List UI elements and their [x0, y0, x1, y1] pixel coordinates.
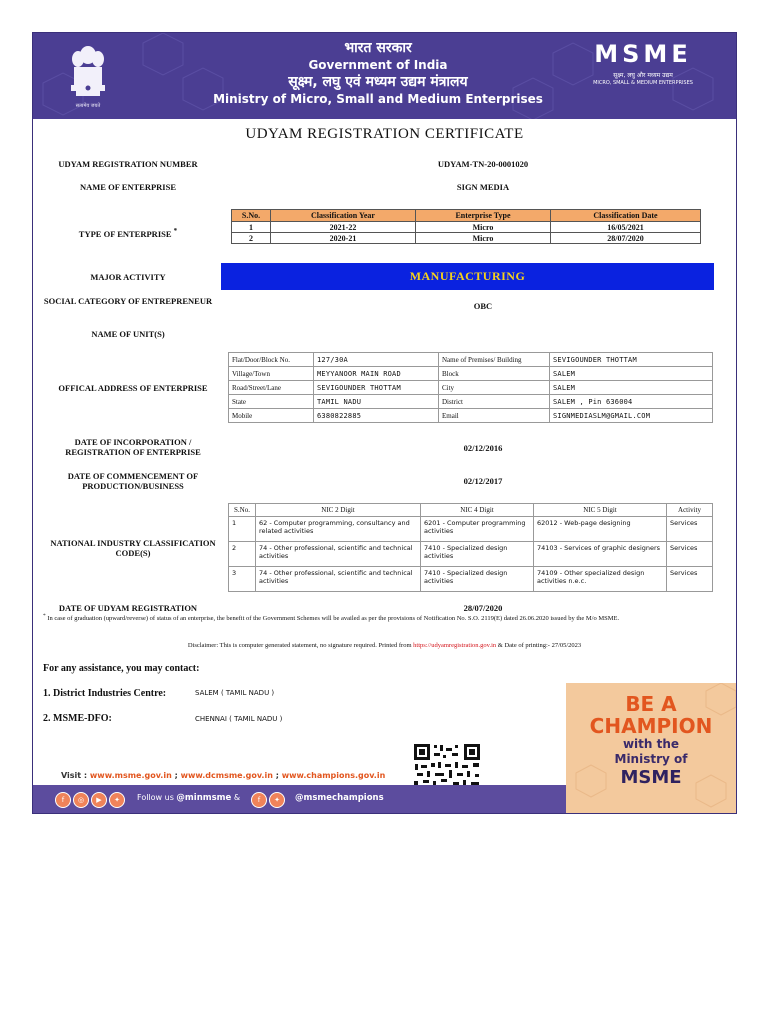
nic-table	[228, 503, 713, 592]
incorporation-label: DATE OF INCORPORATION / REGISTRATION OF ENTERPRISE	[65, 437, 201, 457]
nic-header: Activity	[667, 504, 713, 517]
facebook-icon[interactable]: f	[251, 792, 267, 808]
commencement-label: DATE OF COMMENCEMENT OF PRODUCTION/BUSINESS	[67, 471, 199, 491]
table-cell: Micro	[416, 222, 551, 233]
table-cell: SALEM	[550, 381, 713, 395]
table-row	[229, 367, 713, 381]
social-footer	[33, 785, 566, 813]
champions-site-link[interactable]: www.champions.gov.in	[281, 771, 386, 780]
certificate-page	[32, 32, 737, 814]
social-category-value: OBC	[473, 301, 493, 311]
table-cell: 2	[232, 233, 271, 244]
govt-english: Government of India	[308, 58, 448, 72]
table-cell: Name of Premises/ Building	[439, 353, 550, 367]
msme-site-link[interactable]: www.msme.gov.in	[89, 771, 172, 780]
table-row	[232, 222, 701, 233]
table-cell: Flat/Door/Block No.	[229, 353, 314, 367]
commencement-value: 02/12/2017	[463, 476, 503, 486]
table-cell: Email	[439, 409, 550, 423]
champion-line1: BE A	[625, 692, 677, 716]
champion-promo	[566, 683, 736, 813]
msme-logo	[591, 41, 695, 67]
table-cell: 28/07/2020	[551, 233, 701, 244]
twitter-icon[interactable]: ✦	[269, 792, 285, 808]
table-cell: Micro	[416, 233, 551, 244]
major-activity-banner: MANUFACTURING	[221, 263, 714, 290]
govt-hindi: भारत सरकार	[344, 40, 412, 56]
table-cell: Services	[667, 542, 713, 567]
champion-line2: CHAMPION	[589, 714, 713, 738]
table-cell: City	[439, 381, 550, 395]
udyam-date-value: 28/07/2020	[463, 603, 503, 613]
table-cell: 3	[229, 567, 256, 592]
table-cell: TAMIL NADU	[314, 395, 439, 409]
table-cell: 74109 - Other specialized design activities n.e.c.	[534, 567, 667, 592]
visit-separator: ;	[174, 771, 178, 780]
type-label-text: TYPE OF ENTERPRISE	[78, 228, 172, 239]
emblem-caption: सत्यमेव जयते	[75, 103, 101, 109]
incorporation-value: 02/12/2016	[463, 443, 503, 453]
classification-header: Enterprise Type	[416, 210, 551, 222]
nic-label: NATIONAL INDUSTRY CLASSIFICATION CODE(S)	[50, 538, 216, 558]
table-cell: State	[229, 395, 314, 409]
visit-links	[61, 771, 385, 780]
table-cell: SIGNMEDIASLM@GMAIL.COM	[550, 409, 713, 423]
champion-line5: MSME	[620, 767, 682, 788]
ministry-hindi: सूक्ष्म, लघु एवं मध्यम उद्यम मंत्रालय	[288, 74, 468, 90]
follow-text	[137, 793, 240, 803]
nic-header: NIC 4 Digit	[421, 504, 534, 517]
dfo-label: 2. MSME-DFO:	[43, 713, 112, 724]
champion-line4: Ministry of	[614, 752, 688, 766]
header-titles	[183, 39, 573, 107]
table-row	[229, 381, 713, 395]
table-cell: 62 - Computer programming, consultancy and related activities	[256, 517, 421, 542]
table-row	[229, 517, 713, 542]
table-cell: 6201 - Computer programming activities	[421, 517, 534, 542]
table-row	[229, 567, 713, 592]
table-cell: 7410 - Specialized design activities	[421, 567, 534, 592]
handle-minmsme[interactable]: @minmsme	[176, 793, 232, 803]
ministry-english: Ministry of Micro, Small and Medium Enterprises	[213, 92, 543, 106]
msme-logo-text: MSME	[594, 40, 692, 68]
table-cell: 2021-22	[271, 222, 416, 233]
table-row	[229, 395, 713, 409]
assistance-heading: For any assistance, you may contact:	[43, 663, 200, 674]
national-emblem-icon	[67, 43, 109, 105]
reg-number-value: UDYAM-TN-20-0001020	[437, 159, 529, 169]
table-cell: District	[439, 395, 550, 409]
dfo-value: CHENNAI ( TAMIL NADU )	[195, 715, 283, 723]
unit-name-label: NAME OF UNIT(S)	[91, 329, 165, 339]
table-cell: 6380822885	[314, 409, 439, 423]
follow-prefix: Follow us	[137, 793, 174, 802]
classification-table	[231, 209, 701, 244]
handle-msmechampions[interactable]: @msmechampions	[295, 793, 384, 803]
table-row	[229, 409, 713, 423]
type-label	[43, 226, 213, 239]
table-cell: 7410 - Specialized design activities	[421, 542, 534, 567]
table-cell: 74 - Other professional, scientific and technical activities	[256, 542, 421, 567]
msme-logo-subtitle: MICRO, SMALL & MEDIUM ENTERPRISES	[593, 80, 693, 86]
classification-header: Classification Year	[271, 210, 416, 222]
nic-header: NIC 5 Digit	[534, 504, 667, 517]
reg-number-label: UDYAM REGISTRATION NUMBER	[58, 159, 198, 169]
disclaimer	[33, 642, 736, 649]
table-cell: 74 - Other professional, scientific and technical activities	[256, 567, 421, 592]
table-cell: Mobile	[229, 409, 314, 423]
table-cell: 16/05/2021	[551, 222, 701, 233]
table-cell: 62012 - Web-page designing	[534, 517, 667, 542]
note-text: In case of graduation (upward/reverse) of status of an enterprise, the benefit of the Government Schemes will be availed as per the provisions of Notification No. S.O. 2119(E) dated 26.06.2020 issued by the M/o MSME.	[47, 615, 620, 623]
instagram-icon[interactable]: ◎	[73, 792, 89, 808]
udyam-date-label: DATE OF UDYAM REGISTRATION	[58, 603, 198, 613]
msme-logo-hindi: सूक्ष्म, लघु और मध्यम उद्यम	[613, 72, 673, 79]
table-cell: Block	[439, 367, 550, 381]
champion-text	[566, 693, 736, 789]
twitter-icon[interactable]: ✦	[109, 792, 125, 808]
table-cell: Village/Town	[229, 367, 314, 381]
address-label: OFFICAL ADDRESS OF ENTERPRISE	[58, 383, 208, 393]
table-row	[229, 542, 713, 567]
visit-prefix: Visit :	[61, 771, 88, 780]
table-cell: 2	[229, 542, 256, 567]
table-cell: 2020-21	[271, 233, 416, 244]
table-cell: SEVIGOUNDER THOTTAM	[550, 353, 713, 367]
table-cell: SALEM , Pin 636004	[550, 395, 713, 409]
enterprise-name-label: NAME OF ENTERPRISE	[79, 182, 177, 192]
table-cell: Road/Street/Lane	[229, 381, 314, 395]
dcmsme-site-link[interactable]: www.dcmsme.gov.in	[180, 771, 273, 780]
table-cell: Services	[667, 517, 713, 542]
graduation-note	[43, 612, 723, 623]
nic-header: S.No.	[229, 504, 256, 517]
social-icons-group-2	[251, 791, 287, 809]
major-activity-label: MAJOR ACTIVITY	[90, 272, 166, 282]
social-category-label: SOCIAL CATEGORY OF ENTREPRENEUR	[43, 296, 213, 306]
table-cell: 74103 - Services of graphic designers	[534, 542, 667, 567]
facebook-icon[interactable]: f	[55, 792, 71, 808]
certificate-title: UDYAM REGISTRATION CERTIFICATE	[245, 126, 524, 142]
table-cell: 1	[229, 517, 256, 542]
nic-header: NIC 2 Digit	[256, 504, 421, 517]
udyam-portal-link[interactable]: https://udyamregistration.gov.in	[413, 642, 497, 649]
classification-header: Classification Date	[551, 210, 701, 222]
visit-separator: ;	[275, 771, 279, 780]
champion-line3: with the	[622, 737, 680, 751]
classification-header: S.No.	[232, 210, 271, 222]
address-table	[228, 352, 713, 423]
type-star: *	[173, 227, 178, 235]
disclaimer-prefix: Disclaimer: This is computer generated statement, no signature required. Printed from	[187, 642, 412, 649]
table-cell: 127/30A	[314, 353, 439, 367]
table-cell: 1	[232, 222, 271, 233]
youtube-icon[interactable]: ▶	[91, 792, 107, 808]
note-star: *	[43, 613, 46, 619]
dic-label: 1. District Industries Centre:	[43, 688, 167, 699]
table-cell: MEYYANOOR MAIN ROAD	[314, 367, 439, 381]
disclaimer-suffix: & Date of printing:- 27/05/2023	[497, 642, 582, 649]
table-cell: SEVIGOUNDER THOTTAM	[314, 381, 439, 395]
dic-value: SALEM ( TAMIL NADU )	[195, 689, 275, 697]
table-row	[229, 353, 713, 367]
social-icons-group-1	[55, 791, 127, 807]
table-cell: SALEM	[550, 367, 713, 381]
header-banner	[33, 33, 736, 119]
table-row	[232, 233, 701, 244]
follow-amp: &	[233, 793, 241, 802]
enterprise-name-value: SIGN MEDIA	[456, 182, 510, 192]
table-cell: Services	[667, 567, 713, 592]
